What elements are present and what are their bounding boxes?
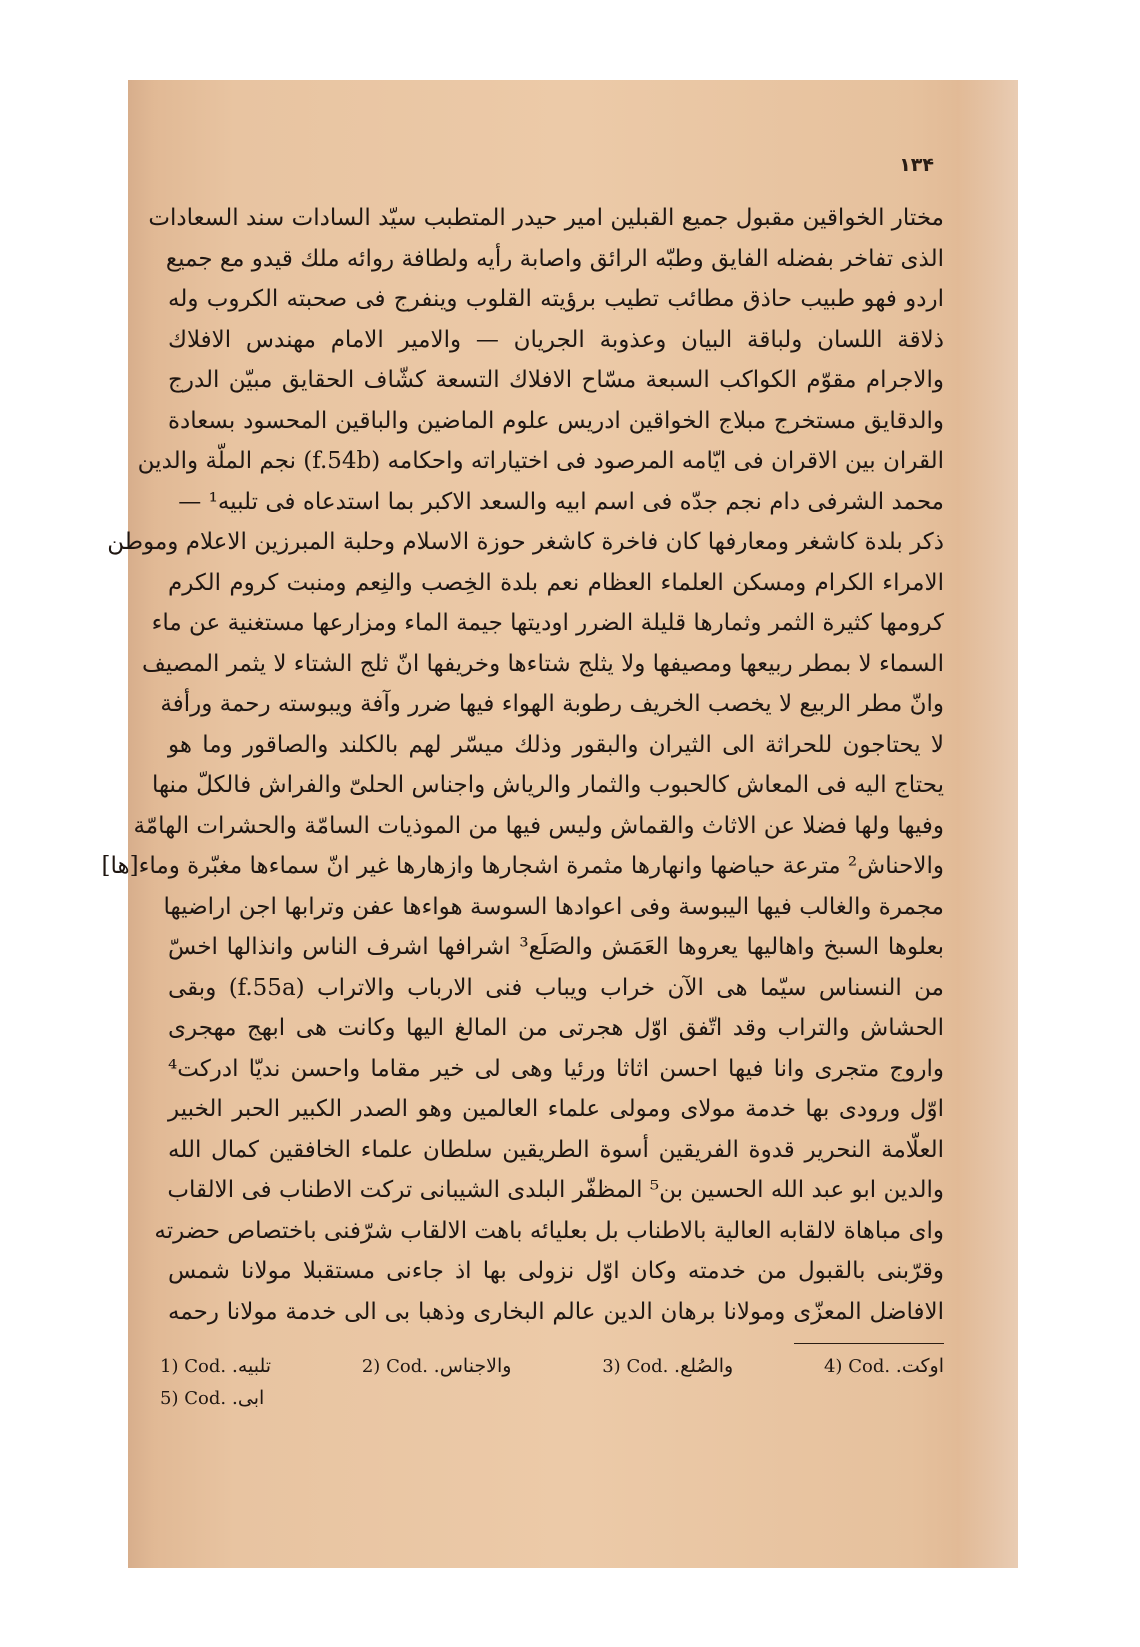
footnote-cod: Cod. <box>184 1356 227 1377</box>
footnote-5 <box>160 1382 264 1414</box>
footnote-number: 5) <box>160 1388 179 1409</box>
text-line: والاحناش² مترعة حياضها وانهارها مثمرة اشجارها وازهارها غير انّ سماءها مغبّرة وماء[ها] <box>101 853 944 879</box>
footnote-1 <box>160 1350 271 1382</box>
text-line: مختار الخواقين مقبول جميع القبلين امير حيدر المتطبب سيّد السادات سند السعادات <box>148 205 944 231</box>
text-line: مجمرة والغالب فيها اليبوسة وفى اعوادها السوسة هواءها عفن وترابها اجن اراضيها <box>163 893 944 920</box>
text-line: الحشاش والتراب وقد اتّفق اوّل هجرتى من المالغ اليها وكانت هى ابهج مهجرى <box>168 1015 944 1041</box>
text-line: والاجرام مقوّم الكواكب السبعة مسّاح الافلاك التسعة كشّاف الحقايق مبيّن الدرج <box>168 367 944 393</box>
text-line: واروج متجرى وانا فيها احسن اثاثا ورئيا وهى لى خير مقاما واحسن نديّا ادركت⁴ <box>168 1055 944 1082</box>
text-line: الافاضل المعزّى ومولانا برهان الدين عالم البخارى وذهبا بى الى خدمة مولانا رحمه <box>168 1298 944 1325</box>
footnote-reading: اوكت. <box>895 1355 944 1377</box>
text-line: والدقايق مستخرج مبلاج الخواقين ادريس علوم الماضين والباقين المحسود بسعادة <box>168 407 944 434</box>
footnote-reading: تلبيه. <box>231 1355 272 1377</box>
text-line: وانّ مطر الربيع لا يخصب الخريف رطوبة الهواء فيها ضرر وآفة ويبوسته رحمة ورأفة <box>160 691 944 717</box>
text-line: من النسناس سيّما هى الآن خراب ويباب فنى الارباب والاتراب (f.55a) وبقى <box>168 974 944 1001</box>
text-line: اوّل ورودى بها خدمة مولاى ومولى علماء العالمين وهو الصدر الكبير الحبر الخبير <box>168 1096 944 1122</box>
footnote-number: 3) <box>602 1356 621 1377</box>
footnote-row <box>160 1382 944 1414</box>
text-line: لا يحتاجون للحراثة الى الثيران والبقور وذلك ميسّر لهم بالكلند والصاقور وما هو <box>168 731 944 758</box>
text-line: واى مباهاة لالقابه العالية بالاطناب بل بعليائه باهت الالقاب شرّفنى باختصاص حضرته <box>154 1217 944 1244</box>
footnote-rule <box>794 1343 944 1344</box>
text-line: اردو فهو طبيب حاذق مطائب تطيب برؤيته القلوب وينفرج فى صحبته الكروب وله <box>168 286 944 312</box>
text-line: الذى تفاخر بفضله الفايق وطبّه الرائق واصابة رأيه ولطافة روائه ملك قيدو مع جميع <box>165 245 944 272</box>
body-text <box>101 198 944 1332</box>
page-number: ۱۳۴ <box>899 154 934 176</box>
footnote-number: 2) <box>361 1356 381 1377</box>
text-line: العلّامة النحرير قدوة الفريقين أسوة الطريقين سلطان علماء الخافقين كمال الله <box>168 1136 944 1163</box>
section-heading-line: ذكر بلدة كاشغر ومعارفها كان فاخرة كاشغر حوزة الاسلام وحلبة المبرزين الاعلام وموطن <box>107 529 944 555</box>
footnote-cod: Cod. <box>626 1356 669 1377</box>
footnotes <box>160 1350 944 1414</box>
text-line: القران بين الاقران فى ايّامه المرصود فى اختياراته واحكامه (f.54b) نجم الملّة والدين <box>137 448 944 474</box>
footnote-4 <box>824 1350 944 1382</box>
text-line: وقرّبنى بالقبول من خدمته وكان اوّل نزولى بها اذ جاءنى مستقبلا مولانا شمس <box>168 1258 944 1284</box>
text-line: محمد الشرفى دام نجم جدّه فى اسم ابيه والسعد الاكبر بما استدعاه فى تلبيه¹ — <box>178 488 944 515</box>
footnote-2 <box>362 1350 512 1382</box>
footnote-cod: Cod. <box>184 1388 227 1409</box>
footnote-reading: ابى. <box>231 1387 265 1409</box>
footnote-row <box>160 1350 944 1382</box>
footnote-3 <box>602 1350 733 1382</box>
text-line: يحتاج اليه فى المعاش كالحبوب والثمار والرياش واجناس الحلىّ والفراش فالكلّ منها <box>151 772 944 798</box>
footnote-reading: والاجناس. <box>433 1355 512 1377</box>
footnote-cod: Cod. <box>386 1356 428 1377</box>
text-line: وفيها ولها فضلا عن الاثاث والقماش وليس فيها من الموذيات السامّة والحشرات الهامّة <box>133 812 944 839</box>
footnote-cod: Cod. <box>848 1356 891 1377</box>
text-line: كرومها كثيرة الثمر وثمارها قليلة الضرر اوديتها جيمة الماء ومزارعها مستغنية عن ماء <box>151 610 944 636</box>
text-line: ذلاقة اللسان ولباقة البيان وعذوبة الجريان — والامير الامام مهندس الافلاك <box>168 326 944 353</box>
text-line: بعلوها السبخ واهاليها يعروها العَمَش والصَلَع³ اشرافها اشرف الناس وانذالها اخسّ <box>168 934 944 960</box>
text-line: الامراء الكرام ومسكن العلماء العظام نعم بلدة الخِصب والنِعم ومنبت كروم الكرم <box>168 569 944 596</box>
text-line: السماء لا بمطر ربيعها ومصيفها ولا يثلج شتاءها وخريفها انّ ثلج الشتاء لا يثمر المصيف <box>142 650 944 677</box>
text-line: والدين ابو عبد الله الحسين بن⁵ المظفّر البلدى الشيبانى تركت الاطناب فى الالقاب <box>167 1177 944 1203</box>
footnote-reading: والصُلع. <box>674 1355 734 1377</box>
scanned-page <box>101 80 1018 1568</box>
footnote-number: 1) <box>160 1356 179 1377</box>
footnote-number: 4) <box>823 1356 843 1377</box>
